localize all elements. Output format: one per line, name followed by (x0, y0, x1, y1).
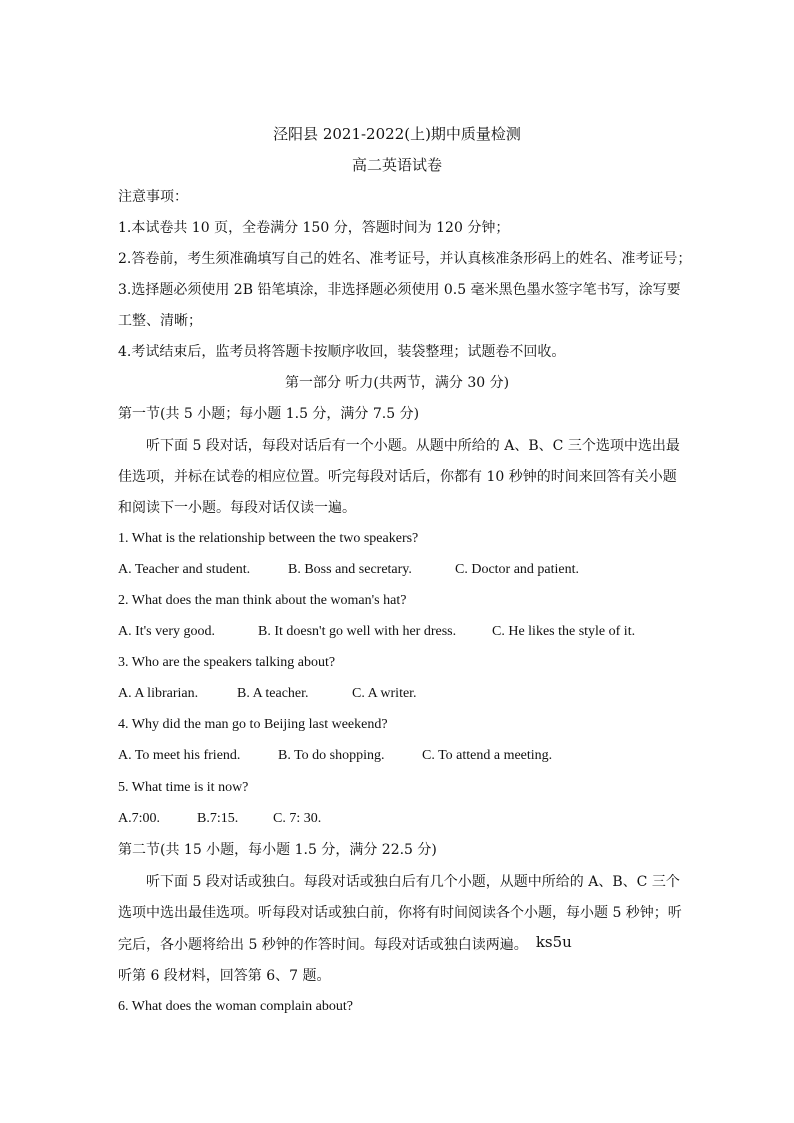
question-2-text: 2. What does the man think about the woman's hat? (118, 593, 407, 608)
question-4-text: 4. Why did the man go to Beijing last weekend? (118, 717, 388, 732)
section2-instruction-3: 完后，各小题将给出 5 秒钟的作答时间。每段对话或独白读两遍。 (118, 937, 528, 953)
notice-item-1: 1.本试卷共 10 页，全卷满分 150 分，答题时间为 120 分钟； (118, 220, 510, 236)
section2-instruction-3-row (118, 934, 572, 955)
notice-item-2: 2.答卷前，考生须准确填写自己的姓名、准考证号，并认真核准条形码上的姓名、准考证号； (118, 251, 692, 267)
question-1-option-a: A. Teacher and student. (118, 562, 251, 577)
section1-heading: 第一节(共 5 小题；每小题 1.5 分，满分 7.5 分) (118, 406, 420, 422)
question-3-option-a: A. A librarian. (118, 686, 199, 701)
question-5-option-b: B.7:15. (197, 811, 239, 826)
question-4-option-c: C. To attend a meeting. (422, 748, 553, 763)
question-3-option-c: C. A writer. (352, 686, 417, 701)
question-1-option-c: C. Doctor and patient. (455, 562, 580, 577)
question-3-text: 3. Who are the speakers talking about? (118, 655, 336, 670)
question-3-option-b: B. A teacher. (237, 686, 309, 701)
notice-item-3-cont: 工整、清晰； (118, 313, 202, 329)
section2-instruction-1: 听下面 5 段对话或独白。每段对话或独白后有几个小题，从题中所给的 A、B、C 三个 (146, 874, 680, 890)
question-1-option-b: B. Boss and secretary. (288, 562, 412, 577)
notice-heading: 注意事项： (118, 189, 188, 205)
question-5-text: 5. What time is it now? (118, 780, 249, 795)
exam-subtitle: 高二英语试卷 (351, 156, 442, 174)
question-5-option-a: A.7:00. (118, 811, 160, 826)
question-6-text: 6. What does the woman complain about? (118, 999, 353, 1014)
part1-heading: 第一部分 听力(共两节，满分 30 分) (284, 375, 510, 391)
section2-heading: 第二节(共 15 小题，每小题 1.5 分，满分 22.5 分) (118, 842, 437, 858)
question-4-option-a: A. To meet his friend. (118, 748, 241, 763)
section1-instruction-1: 听下面 5 段对话，每段对话后有一个小题。从题中所给的 A、B、C 三个选项中选出最 (146, 438, 680, 454)
notice-item-4: 4.考试结束后，监考员将答题卡按顺序收回，装袋整理；试题卷不回收。 (118, 344, 566, 360)
question-2-option-b: B. It doesn't go well with her dress. (258, 624, 457, 639)
section1-instruction-3: 和阅读下一小题。每段对话仅读一遍。 (118, 500, 356, 516)
question-2-option-c: C. He likes the style of it. (492, 624, 636, 639)
question-1-text: 1. What is the relationship between the two speakers? (118, 531, 419, 546)
question-2-option-a: A. It's very good. (118, 624, 216, 639)
section2-instruction-2: 选项中选出最佳选项。听每段对话或独白前，你将有时间阅读各个小题，每小题 5 秒钟；听 (118, 905, 682, 921)
section1-instruction-2: 佳选项，并标在试卷的相应位置。听完每段对话后，你都有 10 秒钟的时间来回答有关小题 (118, 469, 677, 485)
material-6-prompt: 听第 6 段材料，回答第 6、7 题。 (118, 968, 331, 984)
watermark-text: ks5u (535, 933, 572, 951)
notice-item-3: 3.选择题必须使用 2B 铅笔填涂，非选择题必须使用 0.5 毫米黑色墨水签字笔书写，涂写要 (118, 282, 681, 298)
exam-title: 泾阳县 2021-2022(上)期中质量检测 (273, 125, 521, 143)
question-4-option-b: B. To do shopping. (278, 748, 385, 763)
question-5-option-c: C. 7: 30. (273, 811, 322, 826)
